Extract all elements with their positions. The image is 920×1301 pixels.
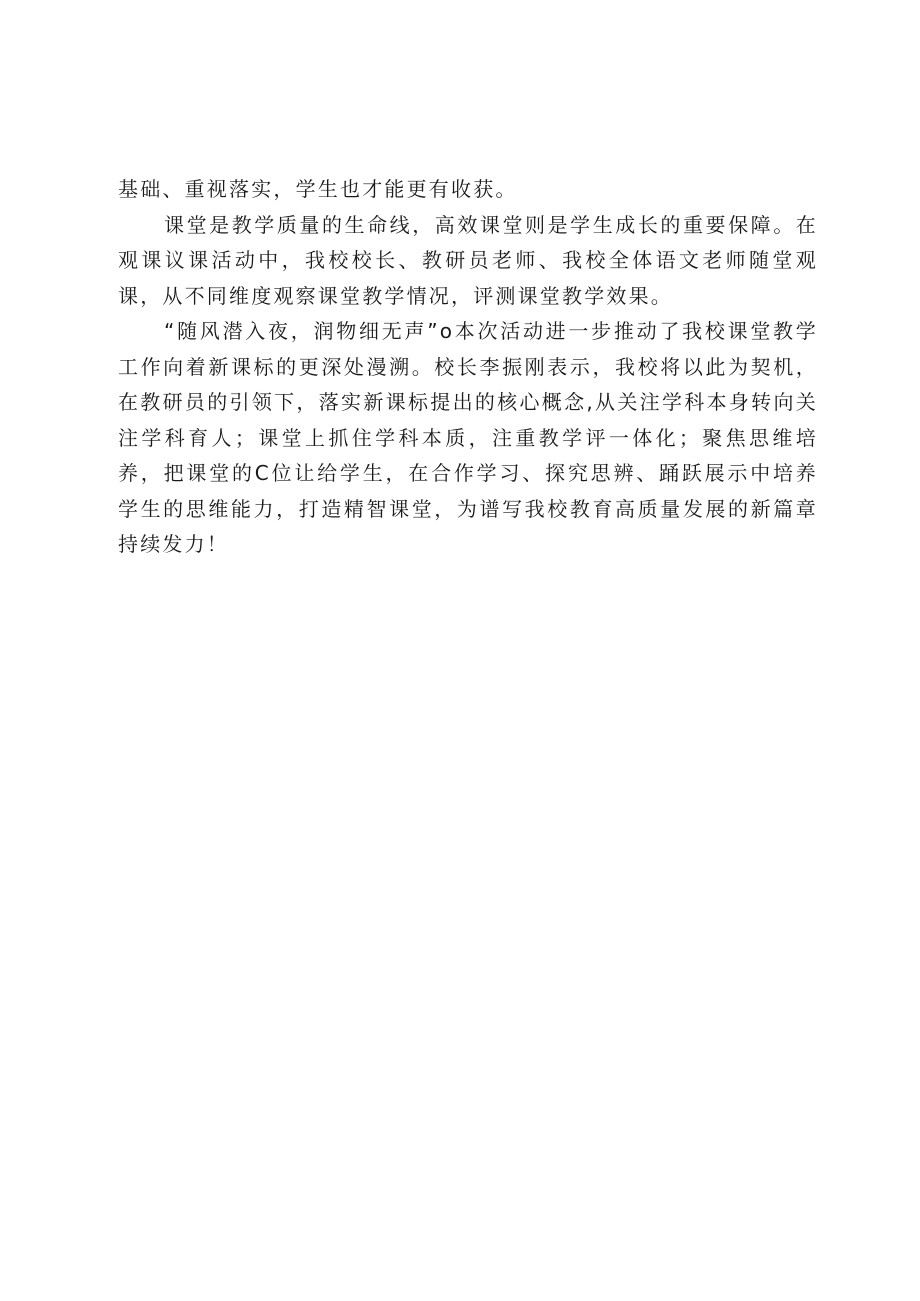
document-body [118, 172, 818, 563]
paragraph-2: 课堂是教学质量的生命线，高效课堂则是学生成长的重要保障。在观课议课活动中，我校校长、教研员老师、我校全体语文老师随堂观课，从不同维度观察课堂教学情况，评测课堂教学效果。 [118, 212, 818, 308]
paragraph-1: 基础、重视落实，学生也才能更有收获。 [118, 177, 518, 201]
paragraph-3: “随风潜入夜，润物细无声”o本次活动进一步推动了我校课堂教学工作向着新课标的更深处漫溯。校长李振刚表示，我校将以此为契机，在教研员的引领下，落实新课标提出的核心概念,从关注学科本身转向关注学科育人；课堂上抓住学科本质，注重教学评一体化；聚焦思维培养，把课堂的C位让给学生，在合作学习、探究思辨、踊跃展示中培养学生的思维能力，打造精智课堂，为谱写我校教育高质量发展的新篇章持续发力！ [118, 319, 818, 556]
